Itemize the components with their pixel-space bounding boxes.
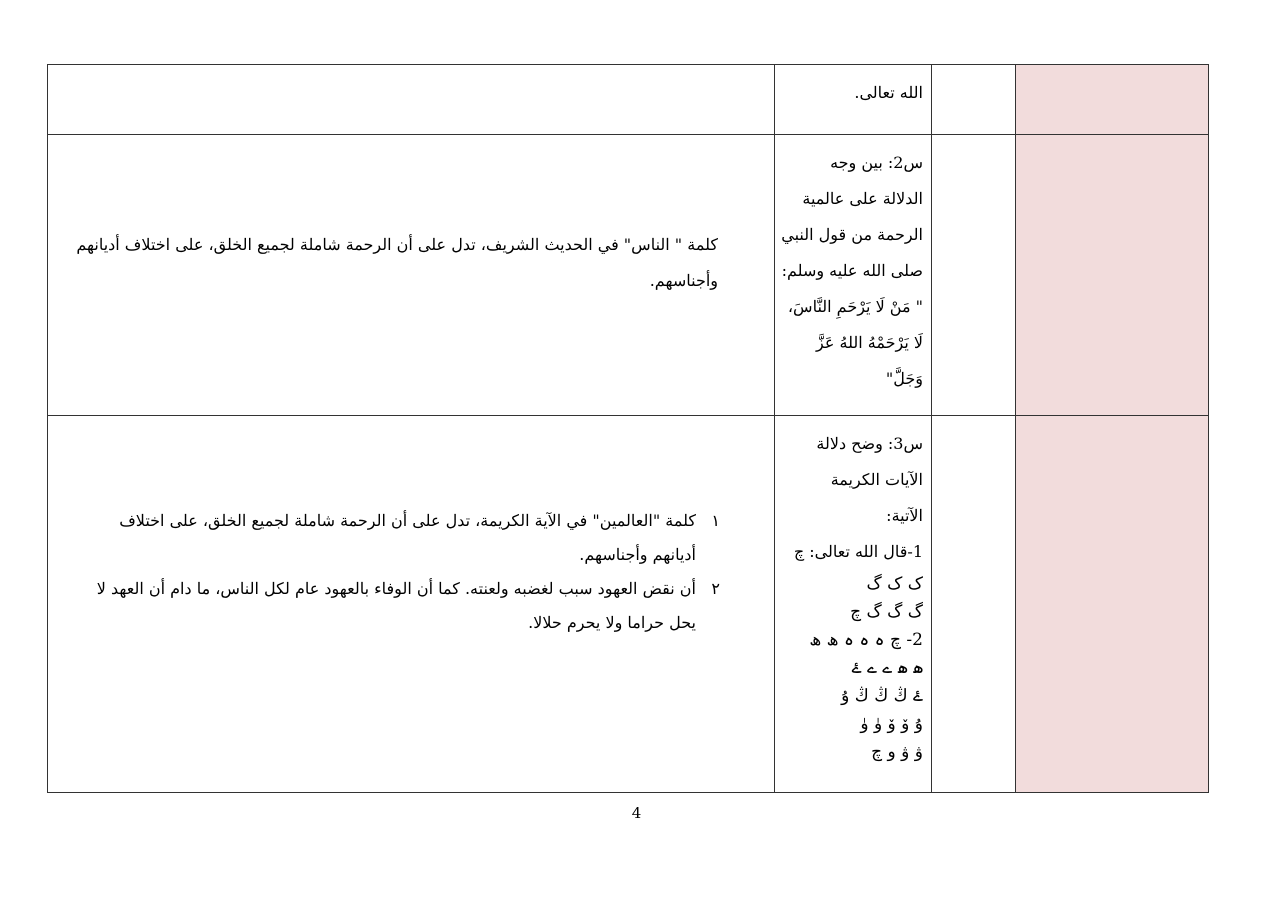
table-row	[48, 65, 1209, 135]
answer-cell	[48, 65, 775, 135]
highlight-cell	[1016, 416, 1209, 793]
glyph-line: ۇ ۆ ۆ ۈ ۈ	[860, 714, 923, 734]
answer-line: وأجناسهم.	[649, 271, 718, 290]
question-line: الدلالة على عالمية	[802, 189, 923, 208]
question-line: الرحمة من قول النبي	[781, 225, 923, 244]
answer-item	[60, 572, 720, 640]
lesson-table	[47, 64, 1209, 793]
glyph-line: ھ ھ ے ے ۓ	[851, 658, 923, 678]
question-line: الآتية:	[886, 506, 923, 525]
question-cell	[775, 135, 932, 416]
glyph-line: ک ک گ	[866, 574, 923, 594]
question-cell	[775, 65, 932, 135]
question-line: س2: بين وجه	[830, 153, 923, 172]
question-line: " مَنْ لَا يَرْحَمِ النَّاسَ،	[787, 297, 923, 316]
answer-line: كلمة " الناس" في الحديث الشريف، تدل على أن الرحمة شاملة لجميع الخلق، على اختلاف أديانهم	[76, 235, 718, 254]
item-number: ٢	[711, 579, 720, 598]
question-text	[775, 135, 931, 397]
answer-line: أن نقض العهود سبب لغضبه ولعنته. كما أن الوفاء بالعهود عام لكل الناس، ما دام أن العهد لا	[96, 579, 696, 598]
question-line: وَجَلَّ"	[885, 369, 923, 388]
question-cell	[775, 416, 932, 793]
answer-cell	[48, 135, 775, 416]
blank-cell	[932, 416, 1016, 793]
question-line: صلى الله عليه وسلم:	[781, 261, 923, 280]
answer-cell	[48, 416, 775, 793]
question-line: الآيات الكريمة	[830, 470, 923, 489]
glyph-line: ۓ ڭ ڭ ڭ ۇ	[841, 686, 923, 706]
answer-text	[48, 135, 774, 299]
question-line: 1-قال الله تعالى: چ	[793, 542, 923, 561]
verse-glyphs	[781, 570, 923, 766]
answer-list	[48, 416, 774, 640]
blank-cell	[932, 65, 1016, 135]
glyph-line: ۋ ۋ و چ	[871, 742, 923, 762]
answer-line: يحل حراما ولا يحرم حلالا.	[528, 613, 696, 632]
answer-line: كلمة "العالمين" في الآية الكريمة، تدل على أن الرحمة شاملة لجميع الخلق، على اختلاف	[119, 511, 696, 530]
question-line: لَا يَرْحَمْهُ اللهُ عَزَّ	[816, 333, 923, 352]
glyph-line: 2- چ ہ ہ ہ ھ ھ	[809, 630, 923, 650]
item-number: ١	[711, 511, 720, 530]
answer-line: أديانهم وأجناسهم.	[579, 545, 696, 564]
answer-item	[60, 504, 720, 572]
question-text	[775, 416, 931, 766]
highlight-cell	[1016, 65, 1209, 135]
glyph-line: گ گ گ چ	[850, 602, 923, 622]
page-number: 4	[631, 804, 642, 822]
question-line: س3: وضح دلالة	[816, 434, 923, 453]
table-row	[48, 135, 1209, 416]
question-text	[775, 65, 931, 111]
table-row	[48, 416, 1209, 793]
blank-cell	[932, 135, 1016, 416]
highlight-cell	[1016, 135, 1209, 416]
question-line: الله تعالى.	[854, 83, 923, 102]
